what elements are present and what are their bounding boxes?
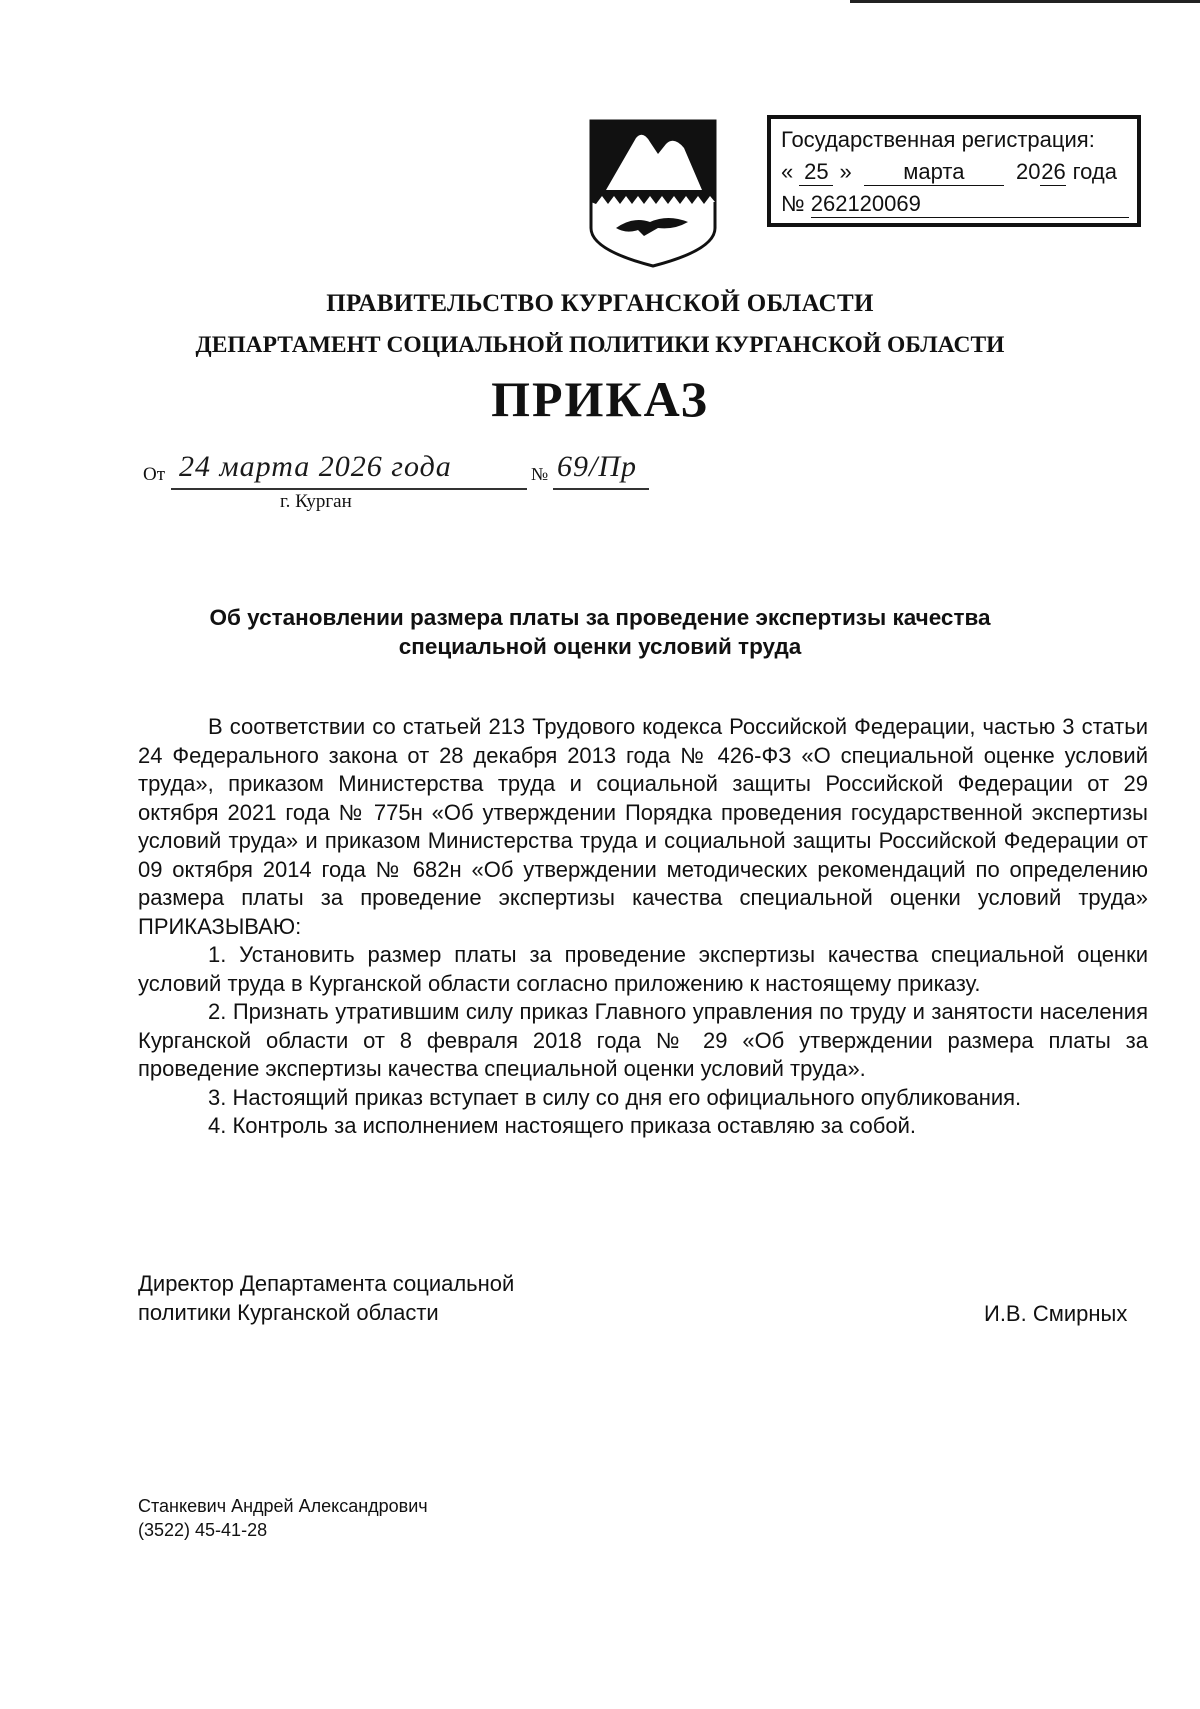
order-number-label: № (531, 464, 549, 484)
department-name: ДЕПАРТАМЕНТ СОЦИАЛЬНОЙ ПОЛИТИКИ КУРГАНСКОЙ ОБЛАСТИ (195, 332, 1005, 358)
order-city: г. Курган (280, 491, 352, 512)
order-date-line (143, 450, 663, 498)
coat-of-arms-emblem (588, 118, 718, 268)
registration-stamp (767, 115, 1141, 227)
document-type-title: ПРИКАЗ (491, 371, 709, 427)
signatory-position-line2: политики Курганской области (138, 1300, 439, 1325)
order-body (138, 713, 1148, 1141)
order-from-label: От (143, 464, 166, 485)
registration-number-prefix: № (781, 191, 805, 216)
signatory-position (138, 1269, 514, 1327)
order-date-underline (171, 488, 527, 490)
order-number-handwritten: 69/Пр (557, 450, 637, 483)
registration-year-word: года (1072, 159, 1117, 184)
registration-quote-open: « (781, 159, 794, 184)
registration-quote-close: » (839, 159, 852, 184)
executor-info (138, 1494, 428, 1542)
registration-year-suffix: 26 (1041, 159, 1066, 184)
order-number-underline (553, 488, 649, 490)
registration-year-prefix: 20 (1016, 159, 1041, 184)
signatory-position-line1: Директор Департамента социальной (138, 1271, 515, 1296)
registration-month: марта (864, 159, 1004, 186)
executor-name: Станкевич Андрей Александрович (138, 1496, 428, 1516)
registration-label: Государственная регистрация: (781, 127, 1095, 152)
clause-4: 4. Контроль за исполнением настоящего приказа оставляю за собой. (208, 1113, 916, 1138)
clause-1: 1. Установить размер платы за проведение экспертизы качества специальной оценки условий труда в Курганской области согласно приложению к настоящему приказу. (138, 942, 1148, 996)
signatory-name: И.В. Смирных (984, 1301, 1128, 1326)
clause-2: 2. Признать утратившим силу приказ Главного управления по труду и занятости населения Курганской области от 8 февраля 2018 года № 29 «Об утверждении размера платы за проведение экспертизы качества специальной оценки условий труда». (138, 999, 1148, 1081)
registration-number: 262120069 (811, 191, 1129, 218)
registration-day: 25 (799, 159, 833, 186)
clause-3: 3. Настоящий приказ вступает в силу со дня его официального опубликования. (208, 1084, 1022, 1110)
order-title: Об установлении размера платы за проведение экспертизы качества специальной оценки условий труда (209, 605, 991, 659)
government-name: ПРАВИТЕЛЬСТВО КУРГАНСКОЙ ОБЛАСТИ (326, 290, 874, 317)
order-date-handwritten: 24 марта 2026 года (179, 450, 452, 483)
preamble-paragraph: В соответствии со статьей 213 Трудового кодекса Российской Федерации, частью 3 статьи 24 Федерального закона от 28 декабря 2013 года № 426-ФЗ «О специальной оценке условий труда», приказом Министерства труда и социальной защиты Российской Федерации от 29 октября 2021 года № 775н «Об утверждении Порядка проведения государственной экспертизы условий труда» и приказом Министерства труда и социальной защиты Российской Федерации от 09 октября 2014 года № 682н «Об утверждении методических рекомендаций по определению размера платы за проведение экспертизы качества специальной оценки условий труда» ПРИКАЗЫВАЮ: (138, 714, 1148, 939)
executor-phone: (3522) 45-41-28 (138, 1520, 268, 1540)
top-edge-line (850, 0, 1200, 3)
